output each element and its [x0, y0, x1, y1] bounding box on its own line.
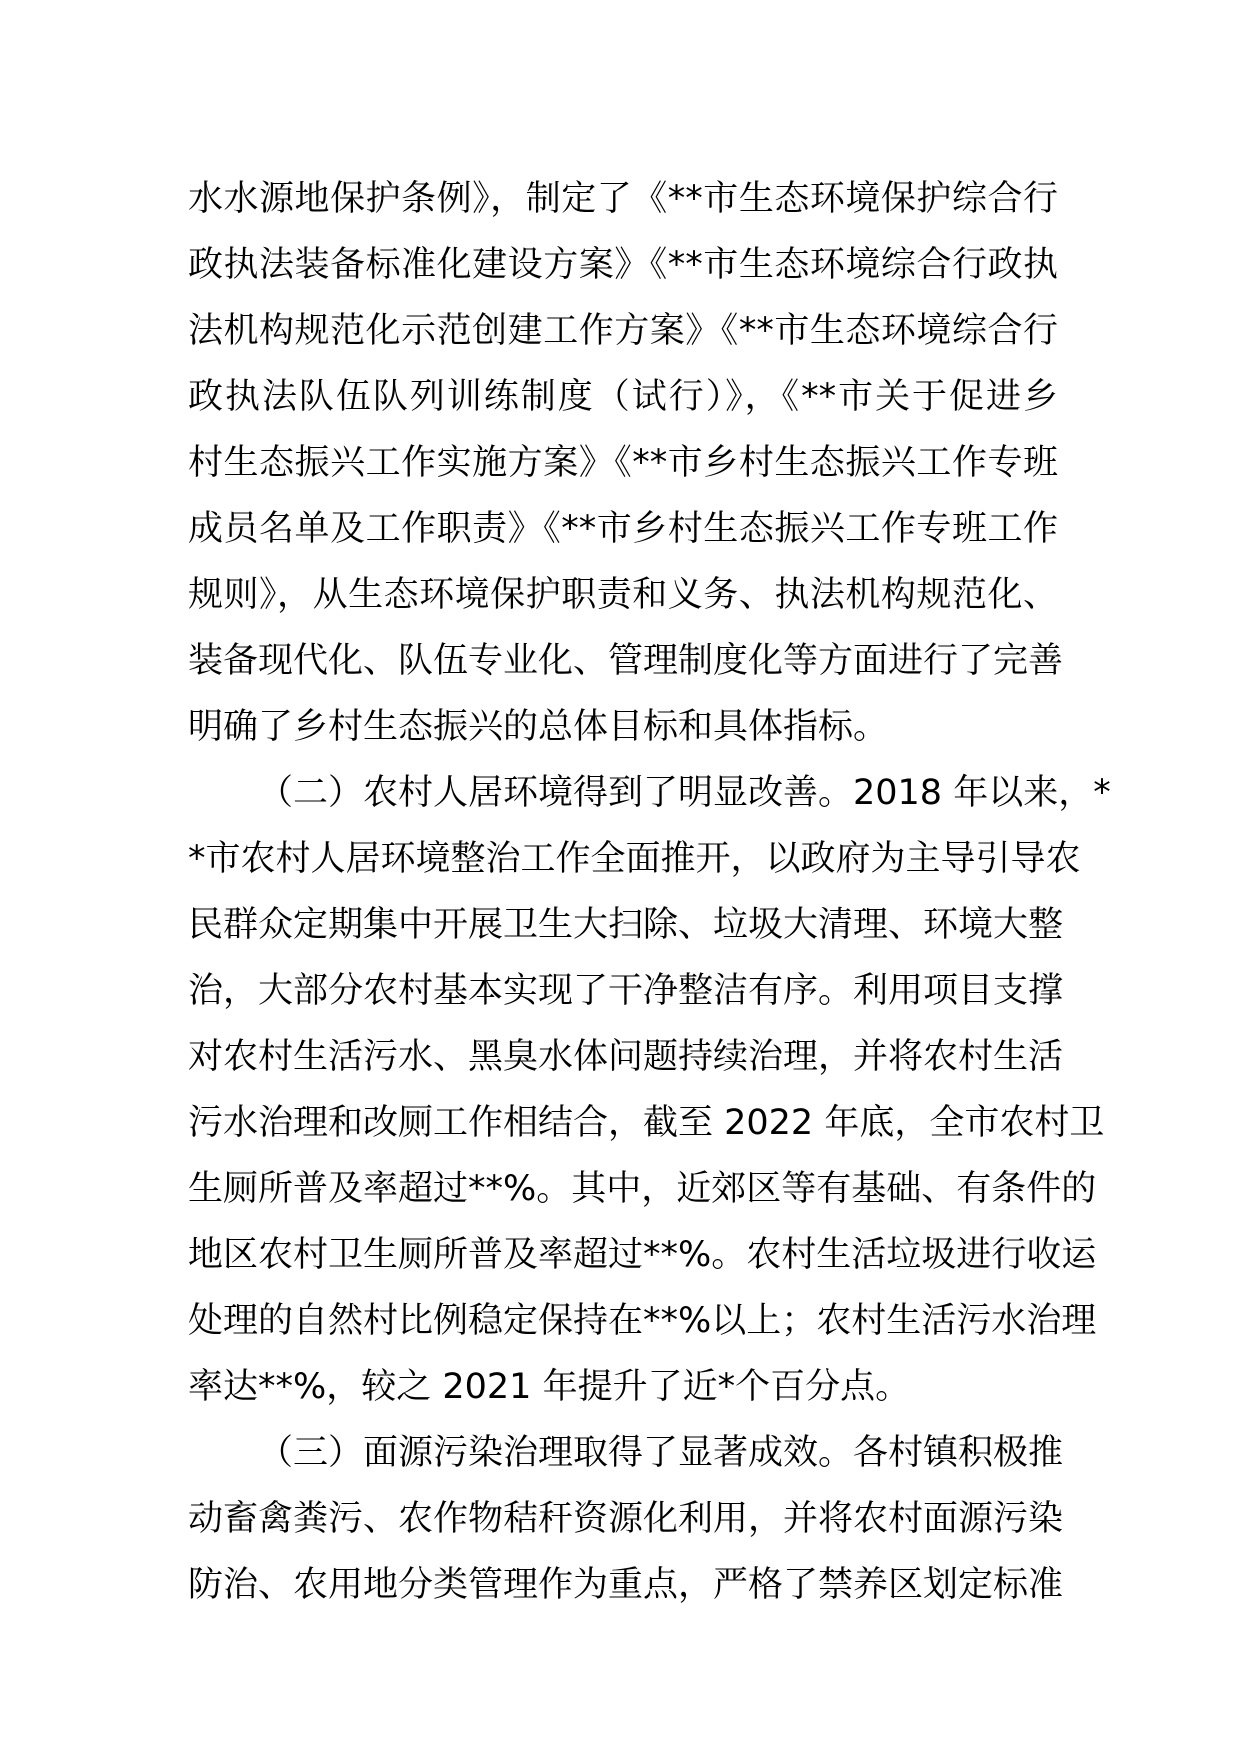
text-line: 政执法队伍队列训练制度（试行）》，《**市关于促进乡 [188, 377, 1058, 417]
text-line: *市农村人居环境整治工作全面推开，以政府为主导引导农 [188, 839, 1081, 879]
text-line: 治，大部分农村基本实现了干净整洁有序。利用项目支撑 [188, 971, 1064, 1011]
text-line: 民群众定期集中开展卫生大扫除、垃圾大清理、环境大整 [188, 905, 1064, 945]
text-line: 防治、农用地分类管理作为重点，严格了禁养区划定标准 [188, 1565, 1064, 1605]
text-line: 成员名单及工作职责》《**市乡村生态振兴工作专班工作 [188, 509, 1058, 549]
section-heading-line: （三）面源污染治理取得了显著成效。各村镇积极推 [258, 1433, 1064, 1473]
text-line: 生厕所普及率超过**%。其中，近郊区等有基础、有条件的 [188, 1169, 1097, 1209]
text-line: 法机构规范化示范创建工作方案》《**市生态环境综合行 [188, 311, 1058, 351]
text-line: 水水源地保护条例》，制定了《**市生态环境保护综合行 [188, 179, 1058, 219]
text-line: 率达**%，较之 2021 年提升了近*个百分点。 [188, 1367, 911, 1407]
text-line: 明确了乡村生态振兴的总体目标和具体指标。 [188, 707, 889, 747]
text-line: 村生态振兴工作实施方案》《**市乡村生态振兴工作专班 [188, 443, 1058, 483]
text-line: 地区农村卫生厕所普及率超过**%。农村生活垃圾进行收运 [188, 1235, 1097, 1275]
text-line: 动畜禽粪污、农作物秸秆资源化利用，并将农村面源污染 [188, 1499, 1064, 1539]
section-heading-line: （二）农村人居环境得到了明显改善。2018 年以来，* [258, 773, 1111, 813]
text-line: 装备现代化、队伍专业化、管理制度化等方面进行了完善 [188, 641, 1064, 681]
text-line: 规则》，从生态环境保护职责和义务、执法机构规范化、 [188, 575, 1058, 615]
document-body [188, 166, 1111, 1618]
text-line: 处理的自然村比例稳定保持在**%以上；农村生活污水治理 [188, 1301, 1097, 1341]
text-line: 对农村生活污水、黑臭水体问题持续治理，并将农村生活 [188, 1037, 1064, 1077]
text-line: 政执法装备标准化建设方案》《**市生态环境综合行政执 [188, 245, 1058, 285]
text-line: 污水治理和改厕工作相结合，截至 2022 年底，全市农村卫 [188, 1103, 1105, 1143]
